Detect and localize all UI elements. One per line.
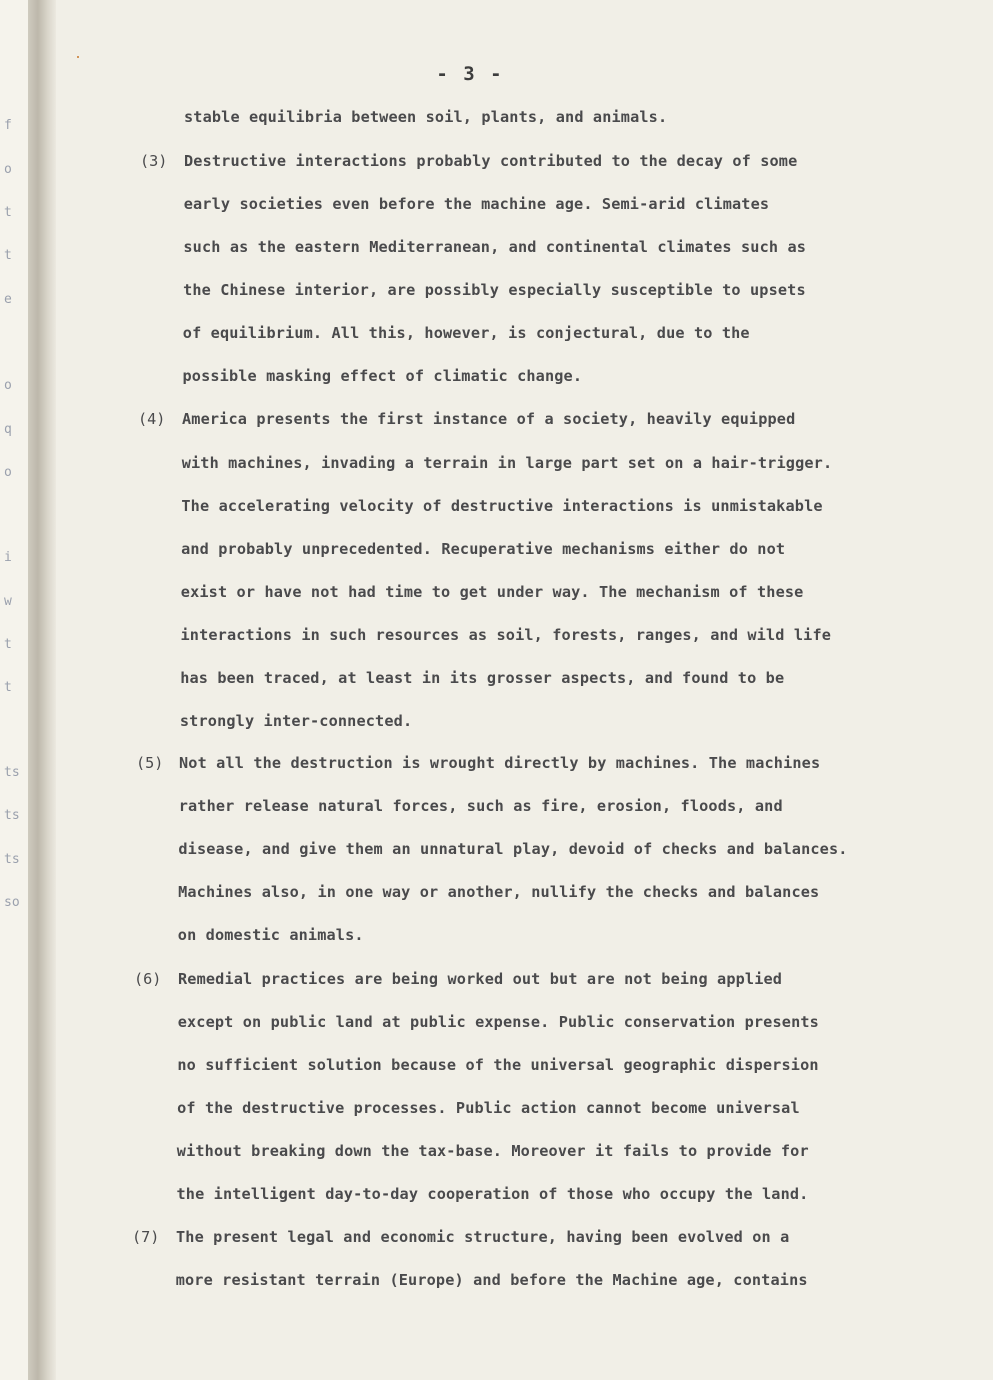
paragraph-number: (5) [136,754,164,772]
text-line: more resistant terrain (Europe) and before the Machine age, contains [175,1271,808,1289]
text-line: of equilibrium. All this, however, is conjectural, due to the [182,324,750,342]
page-number: - 3 - [436,63,504,85]
text-line: Remedial practices are being worked out but are not being applied [178,970,783,988]
margin-bleed-char: o [4,378,12,393]
text-line: with machines, invading a terrain in large part set on a hair-trigger. [181,454,833,472]
margin-bleed-char: f [4,118,12,133]
text-line: except on public land at public expense. Public conservation presents [177,1013,819,1031]
text-line: rather release natural forces, such as fire, erosion, floods, and [178,797,783,815]
margin-bleed-char: t [4,248,12,263]
paragraph-number: (4) [138,410,166,428]
text-line: interactions in such resources as soil, forests, ranges, and wild life [180,626,832,644]
text-line: and probably unprecedented. Recuperative mechanisms either do not [181,540,786,558]
paragraph-number: (6) [134,970,162,988]
text-line: The present legal and economic structure, having been evolved on a [176,1228,790,1246]
text-line: such as the eastern Mediterranean, and continental climates such as [183,238,807,256]
margin-bleed-char: t [4,637,12,652]
margin-bleed-char: so [4,895,20,910]
text-line: Destructive interactions probably contributed to the decay of some [184,152,798,170]
text-line: Not all the destruction is wrought directly by machines. The machines [179,754,821,772]
text-line: disease, and give them an unnatural play, devoid of checks and balances. [178,840,848,858]
text-line: the Chinese interior, are possibly especially susceptible to upsets [183,281,806,299]
margin-bleed-char: e [4,292,12,307]
text-line: Machines also, in one way or another, nullify the checks and balances [178,883,820,901]
margin-bleed-char: t [4,680,12,695]
margin-bleed-char: q [4,422,12,437]
margin-bleed-char: ts [4,808,20,823]
text-line: America presents the first instance of a society, heavily equipped [182,410,796,428]
text-line: the intelligent day-to-day cooperation of those who occupy the land. [176,1185,809,1203]
margin-bleed-char: ts [4,765,20,780]
margin-bleed-char: t [4,205,12,220]
text-line: early societies even before the machine age. Semi-arid climates [183,195,770,213]
text-line: stable equilibria between soil, plants, and animals. [184,108,668,126]
text-line: on domestic animals. [177,926,364,944]
paragraph-number: (3) [140,152,168,170]
margin-bleed-char: o [4,465,12,480]
margin-bleed-char: ts [4,852,20,867]
binding-gutter [28,0,56,1380]
text-line: of the destructive processes. Public action cannot become universal [177,1099,800,1117]
paper-speck [77,56,79,58]
text-line: exist or have not had time to get under way. The mechanism of these [180,583,804,601]
paragraph-number: (7) [132,1228,160,1246]
text-line: without breaking down the tax-base. Moreover it fails to provide for [176,1142,809,1160]
margin-bleed-char: w [4,594,12,609]
text-line: The accelerating velocity of destructive interactions is unmistakable [181,497,823,515]
text-line: has been traced, at least in its grosser aspects, and found to be [180,669,785,687]
margin-bleed-char: i [4,550,12,565]
text-line: possible masking effect of climatic change. [182,367,583,385]
text-line: strongly inter-connected. [179,712,413,730]
text-line: no sufficient solution because of the universal geographic dispersion [177,1056,819,1074]
margin-bleed-char: o [4,162,12,177]
